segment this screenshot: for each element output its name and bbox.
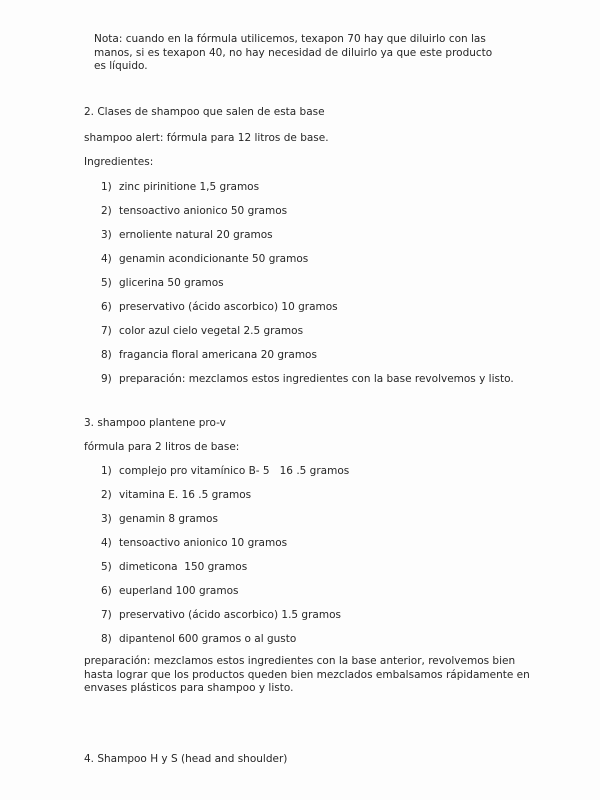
item-number: 4) xyxy=(101,253,112,265)
list-item xyxy=(101,609,349,622)
item-text: color azul cielo vegetal 2.5 gramos xyxy=(119,325,304,337)
item-text: preservativo (ácido ascorbico) 10 gramos xyxy=(119,301,338,313)
list-item xyxy=(101,465,349,478)
item-number: 6) xyxy=(101,301,112,313)
list-item xyxy=(101,205,514,218)
list-item xyxy=(101,373,514,386)
item-text: euperland 100 gramos xyxy=(119,585,239,597)
list-item xyxy=(101,489,349,502)
item-text: dipantenol 600 gramos o al gusto xyxy=(119,633,297,645)
section2-ingredient-list xyxy=(101,181,514,397)
note-line-3: es líquido. xyxy=(94,60,148,72)
list-item xyxy=(101,537,349,550)
list-item xyxy=(101,253,514,266)
list-item xyxy=(101,301,514,314)
list-item xyxy=(101,513,349,526)
item-text: preparación: mezclamos estos ingredientes con la base revolvemos y listo. xyxy=(119,373,514,385)
ingredients-label: Ingredientes: xyxy=(84,156,154,168)
list-item xyxy=(101,561,349,574)
item-text: zinc pirinitione 1,5 gramos xyxy=(119,181,260,193)
section3-ingredient-list xyxy=(101,465,349,657)
item-number: 6) xyxy=(101,585,112,597)
item-text: tensoactivo anionico 10 gramos xyxy=(119,537,288,549)
item-text: vitamina E. 16 .5 gramos xyxy=(119,489,252,501)
preparation-paragraph xyxy=(84,655,530,696)
preparation-line-3: envases plásticos para shampoo y listo. xyxy=(84,682,294,694)
note-paragraph xyxy=(94,33,492,74)
item-number: 3) xyxy=(101,229,112,241)
item-number: 3) xyxy=(101,513,112,525)
item-number: 5) xyxy=(101,277,112,289)
item-number: 1) xyxy=(101,181,112,193)
item-text: dimeticona 150 gramos xyxy=(119,561,248,573)
section2-heading: 2. Clases de shampoo que salen de esta base xyxy=(84,106,325,118)
item-text: complejo pro vitamínico B- 5 16 .5 gramos xyxy=(119,465,350,477)
item-number: 8) xyxy=(101,633,112,645)
list-item xyxy=(101,585,349,598)
item-number: 9) xyxy=(101,373,112,385)
section2-intro: shampoo alert: fórmula para 12 litros de base. xyxy=(84,132,329,144)
item-text: glicerina 50 gramos xyxy=(119,277,224,289)
list-item xyxy=(101,277,514,290)
list-item xyxy=(101,229,514,242)
item-number: 7) xyxy=(101,325,112,337)
note-line-2: manos, si es texapon 40, no hay necesidad de diluirlo ya que este producto xyxy=(94,46,493,59)
list-item xyxy=(101,181,514,194)
list-item xyxy=(101,349,514,362)
note-line-1: Nota: cuando en la fórmula utilicemos, texapon 70 hay que diluirlo con las xyxy=(94,33,486,45)
section3-heading: 3. shampoo plantene pro-v xyxy=(84,417,226,429)
item-text: ernoliente natural 20 gramos xyxy=(119,229,273,241)
item-number: 4) xyxy=(101,537,112,549)
item-text: preservativo (ácido ascorbico) 1.5 gramos xyxy=(119,609,341,621)
preparation-line-1: preparación: mezclamos estos ingredientes con la base anterior, revolvemos bien xyxy=(84,655,516,667)
item-number: 5) xyxy=(101,561,112,573)
section3-intro: fórmula para 2 litros de base: xyxy=(84,441,240,453)
item-number: 2) xyxy=(101,489,112,501)
list-item xyxy=(101,633,349,646)
list-item xyxy=(101,325,514,338)
item-text: genamin 8 gramos xyxy=(119,513,218,525)
item-number: 8) xyxy=(101,349,112,361)
preparation-line-2: hasta lograr que los productos queden bien mezclados embalsamos rápidamente en xyxy=(84,668,530,681)
item-text: fragancia floral americana 20 gramos xyxy=(119,349,317,361)
item-text: tensoactivo anionico 50 gramos xyxy=(119,205,288,217)
item-number: 7) xyxy=(101,609,112,621)
item-number: 1) xyxy=(101,465,112,477)
item-number: 2) xyxy=(101,205,112,217)
section4-heading: 4. Shampoo H y S (head and shoulder) xyxy=(84,753,288,765)
item-text: genamin acondicionante 50 gramos xyxy=(119,253,309,265)
